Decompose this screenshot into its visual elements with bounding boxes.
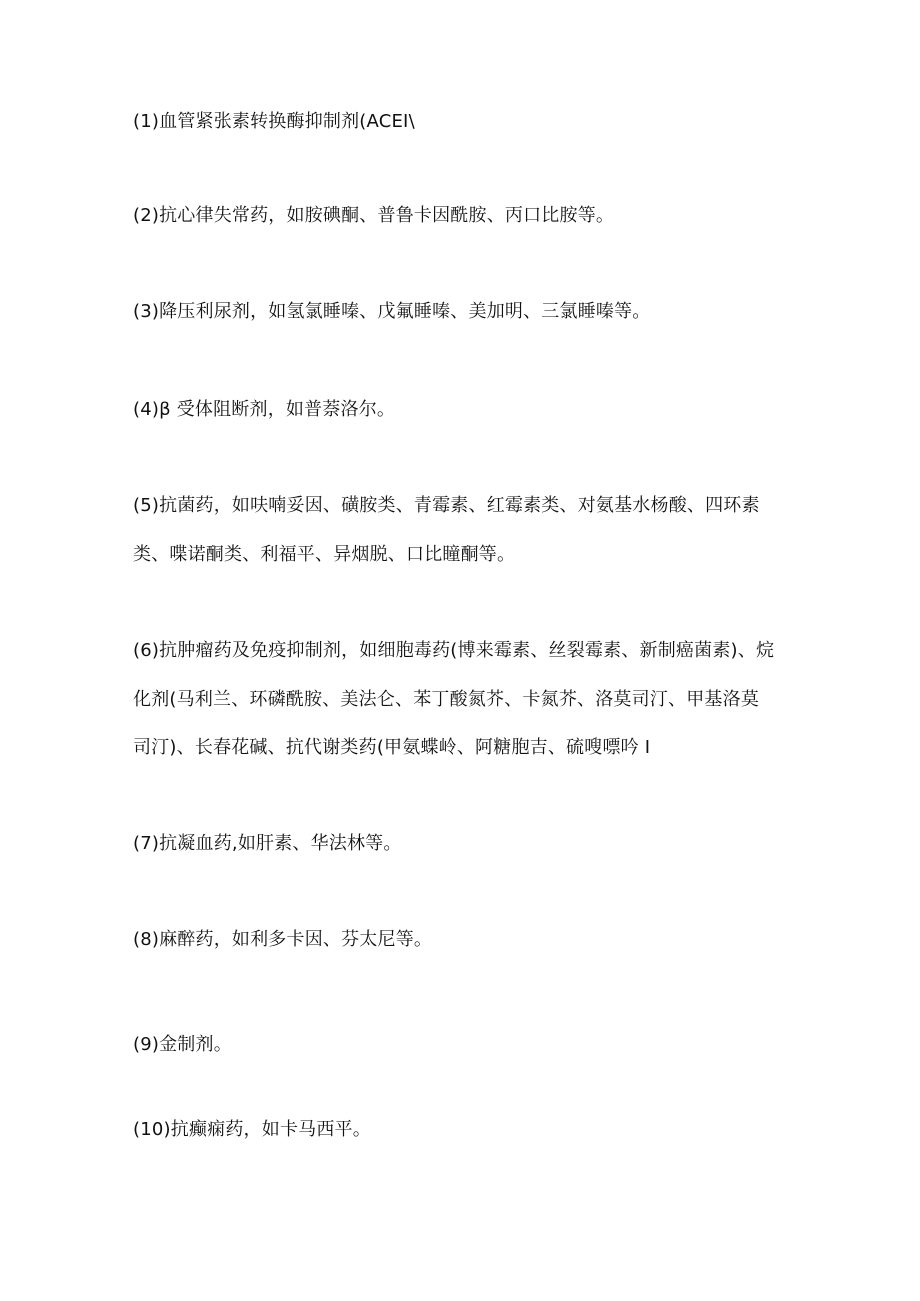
list-item-2: (2)抗心律失常药，如胺碘酮、普鲁卡因酰胺、丙口比胺等。 xyxy=(133,205,615,226)
list-item-1: (1)血管紧张素转换酶抑制剂(ACEI\ xyxy=(133,111,415,132)
list-item-3: (3)降压利尿剂，如氢氯睡嗪、戊氟睡嗪、美加明、三氯睡嗪等。 xyxy=(133,301,651,322)
list-item-10: (10)抗癫痫药，如卡马西平。 xyxy=(133,1119,371,1140)
list-item-5-line-1: (5)抗菌药，如呋喃妥因、磺胺类、青霉素、红霉素类、对氨基水杨酸、四环素 xyxy=(133,495,760,516)
list-item-7: (7)抗凝血药,如肝素、华法林等。 xyxy=(133,833,402,854)
list-item-6-line-3: 司汀)、长春花碱、抗代谢类药(甲氨蝶岭、阿糖胞吉、硫嗖嘌吟 I xyxy=(133,737,651,758)
list-item-4: (4)β 受体阻断剂，如普萘洛尔。 xyxy=(133,399,396,420)
list-item-5-line-2: 类、喋诺酮类、利福平、异烟脱、口比瞳酮等。 xyxy=(133,544,516,565)
list-item-8: (8)麻醉药，如利多卡因、芬太尼等。 xyxy=(133,929,433,950)
list-item-6-line-1: (6)抗肿瘤药及免疫抑制剂，如细胞毒药(博来霉素、丝裂霉素、新制癌菌素)、烷 xyxy=(133,640,775,661)
list-item-6-line-2: 化剂(马利兰、环磷酰胺、美法仑、苯丁酸氮芥、卡氮芥、洛莫司汀、甲基洛莫 xyxy=(133,689,760,710)
list-item-9: (9)金制剂。 xyxy=(133,1034,232,1055)
